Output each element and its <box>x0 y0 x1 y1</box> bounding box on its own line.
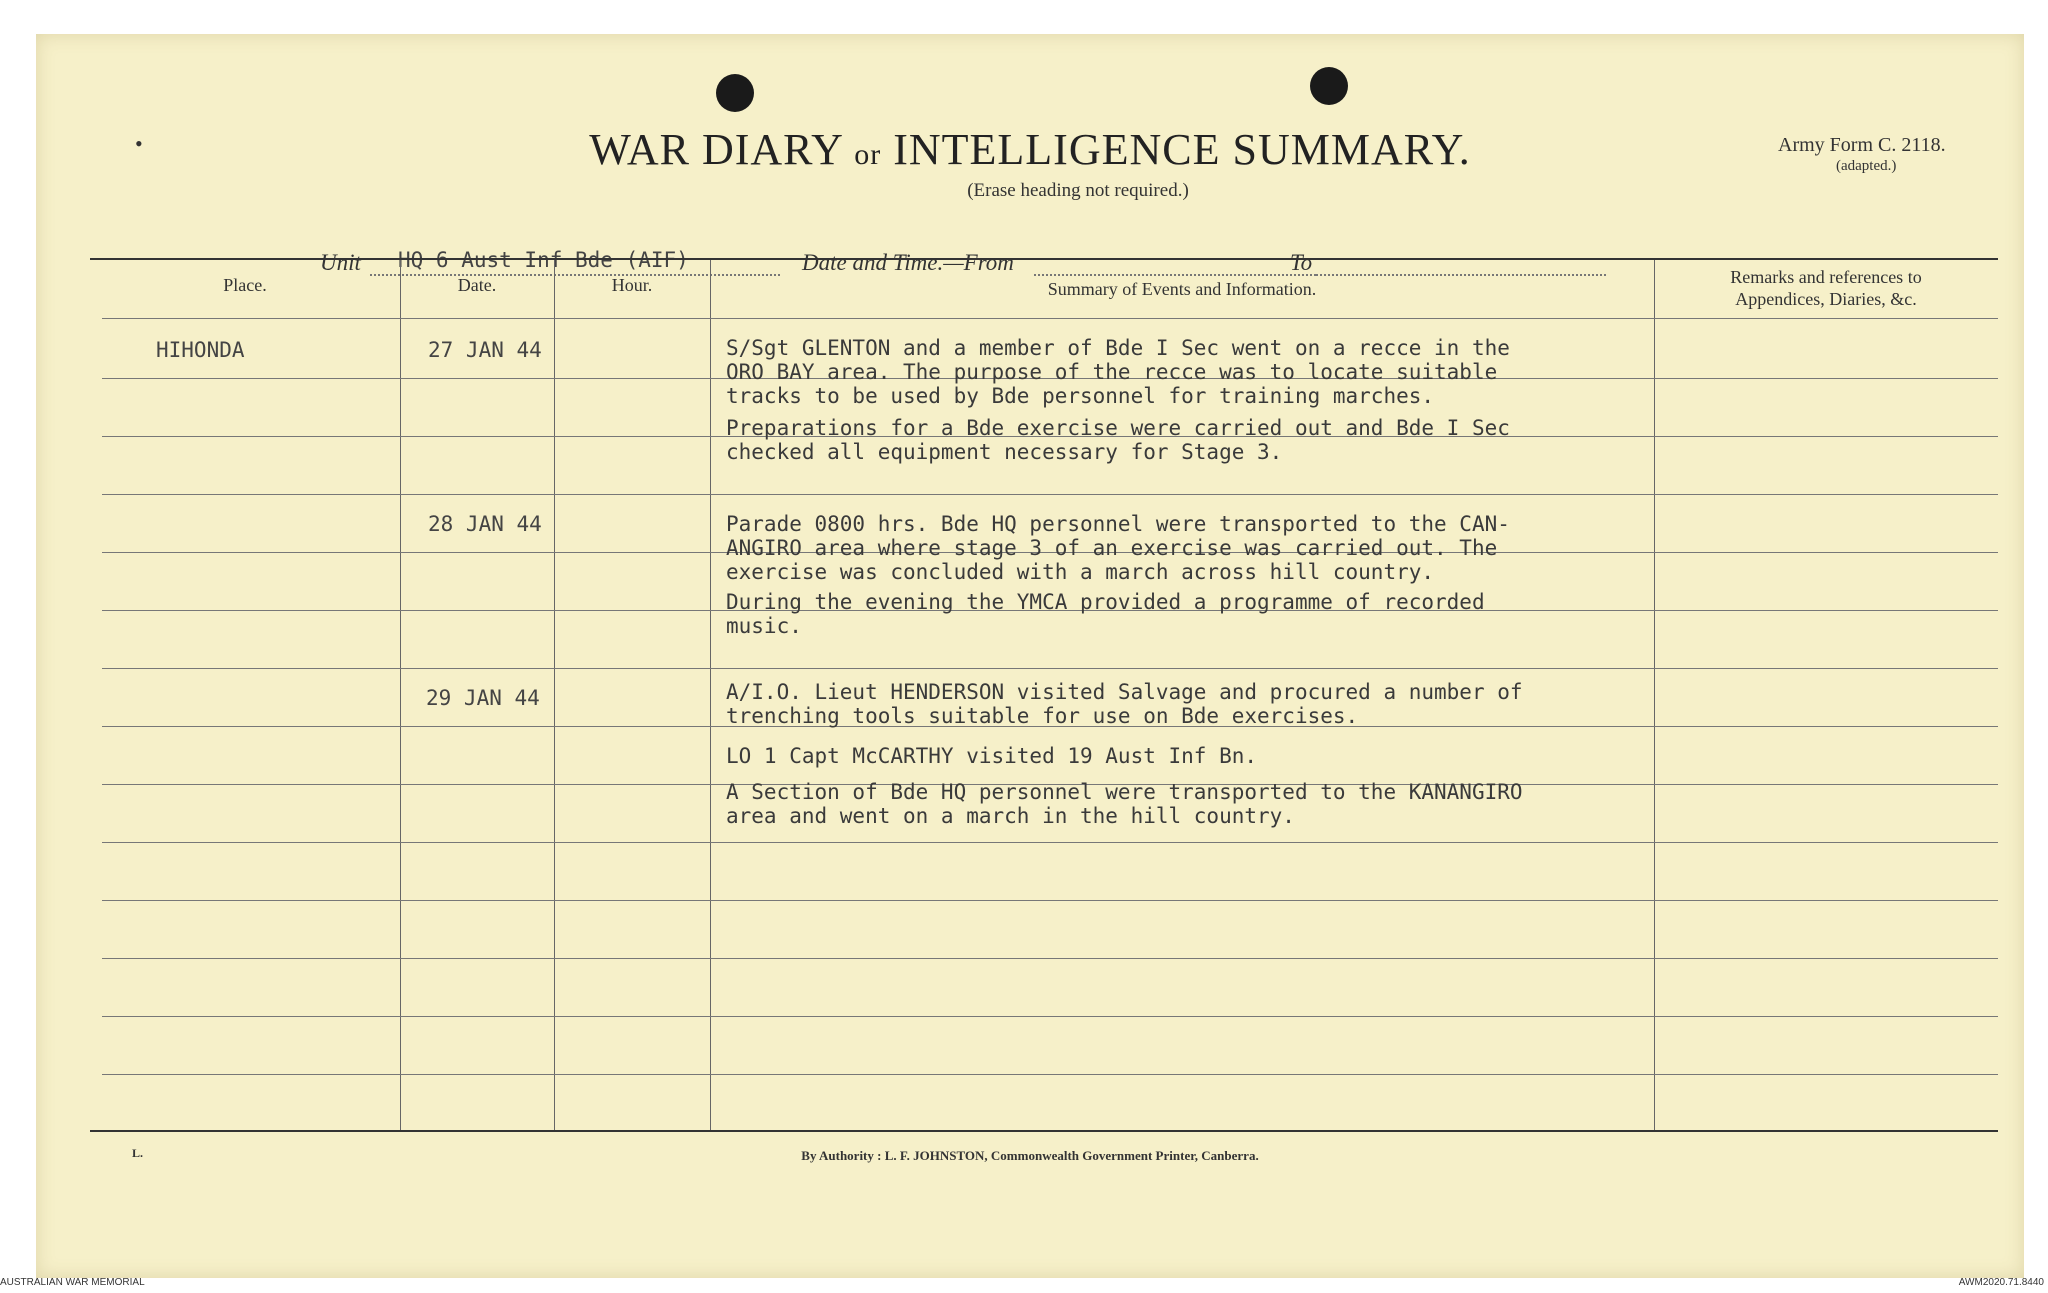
col-divider <box>554 260 555 1130</box>
summary-entry: A Section of Bde HQ personnel were transported to the KANANGIRO area and went on a march in the hill country. <box>726 780 1523 828</box>
footer-mark: L. <box>132 1146 144 1160</box>
title-part1: WAR DIARY <box>589 125 843 174</box>
summary-entry: Preparations for a Bde exercise were carried out and Bde I Sec checked all equipment necessary for Stage 3. <box>726 416 1510 464</box>
header-summary: Summary of Events and Information. <box>1047 279 1317 299</box>
ruled-line <box>102 900 1998 901</box>
form-title <box>36 124 2024 175</box>
date-cell: 29 JAN 44 <box>426 686 540 710</box>
header-hour: Hour. <box>611 275 653 295</box>
diary-page <box>36 34 2024 1278</box>
ruled-line <box>102 1074 1998 1075</box>
army-form-number: Army Form C. 2118. <box>1778 134 1946 156</box>
col-divider <box>400 260 401 1130</box>
header-remarks-line1: Remarks and references to <box>1730 267 1922 287</box>
date-cell: 28 JAN 44 <box>428 512 542 536</box>
punch-hole-right <box>1310 67 1348 105</box>
place-cell: HIHONDA <box>156 338 245 362</box>
date-cell: 27 JAN 44 <box>428 338 542 362</box>
ruled-line <box>102 842 1998 843</box>
ruled-line <box>102 668 1998 669</box>
ruled-line <box>102 958 1998 959</box>
summary-entry: S/Sgt GLENTON and a member of Bde I Sec went on a recce in the ORO BAY area. The purpose of the recce was to locate suitable tracks to be used by Bde personnel for training marches. <box>726 336 1510 408</box>
summary-entry: LO 1 Capt McCARTHY visited 19 Aust Inf Bn. <box>726 744 1258 768</box>
ruled-line <box>102 1016 1998 1017</box>
col-divider <box>1654 260 1655 1130</box>
punch-hole-left <box>716 74 754 112</box>
to-label: To <box>1290 250 1313 275</box>
unit-value: HQ 6 Aust Inf Bde (AIF) <box>398 248 689 272</box>
archive-id: AWM2020.71.8440 <box>1958 1277 2044 1288</box>
title-or: or <box>854 138 882 171</box>
printer-authority: By Authority : L. F. JOHNSTON, Commonwealth Government Printer, Canberra. <box>801 1148 1259 1163</box>
form-subtitle: (Erase heading not required.) <box>967 180 1189 201</box>
summary-entry: Parade 0800 hrs. Bde HQ personnel were transported to the CAN- ANGIRO area where stage 3 of an exercise was carried out. The exercise was concluded with a march across hill country. <box>726 512 1510 584</box>
unit-label: Unit <box>320 250 361 275</box>
diary-table <box>90 258 1998 1132</box>
header-date: Date. <box>457 275 497 295</box>
col-divider <box>710 260 711 1130</box>
header-rule <box>102 318 1998 319</box>
header-place: Place. <box>223 275 267 295</box>
summary-entry: A/I.O. Lieut HENDERSON visited Salvage and procured a number of trenching tools suitable for use on Bde exercises. <box>726 680 1523 728</box>
title-part2: INTELLIGENCE SUMMARY. <box>893 125 1471 174</box>
army-form-adapted: (adapted.) <box>1836 158 1897 174</box>
margin-mark: • <box>135 131 143 156</box>
header-remarks-line2: Appendices, Diaries, &c. <box>1735 289 1917 309</box>
archive-credit: AUSTRALIAN WAR MEMORIAL <box>0 1277 145 1288</box>
summary-entry: During the evening the YMCA provided a programme of recorded music. <box>726 590 1485 638</box>
ruled-line <box>102 494 1998 495</box>
date-time-label: Date and Time.—From <box>802 250 1014 275</box>
